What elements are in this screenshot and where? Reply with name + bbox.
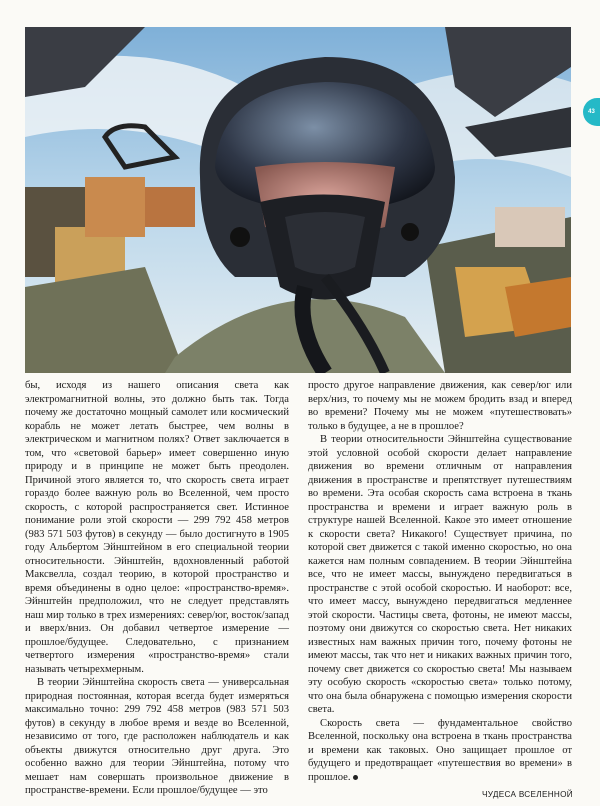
page-number: 43 bbox=[588, 109, 595, 115]
article-paragraph: В теории Эйнштейна скорость света — универсальная природная постоянная, которая всегда будет измеряться максимально точно: 299 792 458 метров (983 571 503 футов) в секунду в любое время и везде во Вселенной, независимо от того, где расположен наблюдатель и как объекты движутся относительно друг друга. Это особенно важно для теории Эйнштейна, потому что мешает нам совершать произвольное движение в пространстве-времени. Если прошлое/будущее — это bbox=[25, 677, 289, 797]
end-mark-icon bbox=[353, 775, 358, 780]
article-column-right bbox=[308, 379, 572, 784]
article-column-left bbox=[25, 379, 289, 798]
pilot-photo bbox=[25, 27, 571, 373]
running-footer: ЧУДЕСА ВСЕЛЕННОЙ bbox=[481, 790, 573, 799]
article-paragraph-last bbox=[308, 717, 572, 785]
page-number-tab bbox=[583, 98, 600, 126]
article-paragraph: бы, исходя из нашего описания света как электромагнитной волны, это должно быть так. Тогда почему же достаточно мощный самолет или космический корабль не может летать быстрее, чем волны в электрическом и магнитном полях? Ответ заключается в том, что «световой барьер» имеет совершенно иную природу и в принципе не может быть преодолен. Причиной этого является то, что скорость света играет гораздо более важную роль во Вселенной, чем просто скорость, с которой распространяется свет. Истинное понимание роли этой скорости — 299 792 458 метров (983 571 503 футов) в секунду — было достигнуто в 1905 году Альбертом Эйнштейном в его специальной теории относительности. Эйнштейн, вдохновленный работой Максвелла, создал теорию, в которой пространство и время объединены в одно целое: «пространство-время». Эйнштейн предположил, что не следует представлять наш мир только в трех измерениях: север/юг, восток/запад и вверх/вниз. Он добавил четвертое измерение — прошлое/будущее. Следовательно, с признанием четвертого измерения «пространство-время» стали называть четырехмерным. bbox=[25, 380, 289, 675]
article-paragraph: В теории относительности Эйнштейна существование этой условной особой скорости делает направление движения во времени отличным от направления движения в пространстве и препятствует путешествиям во времени. Эта особая скорость сама встроена в ткань пространства и времени и играет важную роль в структуре нашей Вселенной. Какое это имеет отношение к скорости света? Никакого! Существует причина, по которой свет движется с такой именно скоростью, но она кажется нам полным совпадением. В теории Эйнштейна все, что не имеет массы, вынуждено передвигаться в пространстве с этой особой скоростью. И наоборот: все, что имеет массу, вынуждено передвигаться медленнее этой скорости. Частицы света, фотоны, не имеют массы, поэтому они движутся со скоростью света. Нет никаких известных нам важных причин того, почему фотоны не имеют массы, так что нет и никаких важных причин того, почему свет движется со скоростью света! Мы называем эту особую скорость «скоростью света» только потому, что она была обнаружена с помощью измерения скорости света. bbox=[308, 434, 572, 716]
article-paragraph: просто другое направление движения, как север/юг или верх/низ, то почему мы не можем бродить взад и вперед во времени? Почему мы не можем «путешествовать» только в будущее, а не в прошлое? bbox=[308, 380, 572, 432]
article-paragraph-text: Скорость света — фундаментальное свойство Вселенной, поскольку она встроена в ткань пространства и времени как таковых. Оно защищает прошлое от будущего и предотвращает «путешествия во времени» в прошлое. bbox=[308, 717, 572, 783]
pilot-illustration bbox=[25, 27, 571, 373]
